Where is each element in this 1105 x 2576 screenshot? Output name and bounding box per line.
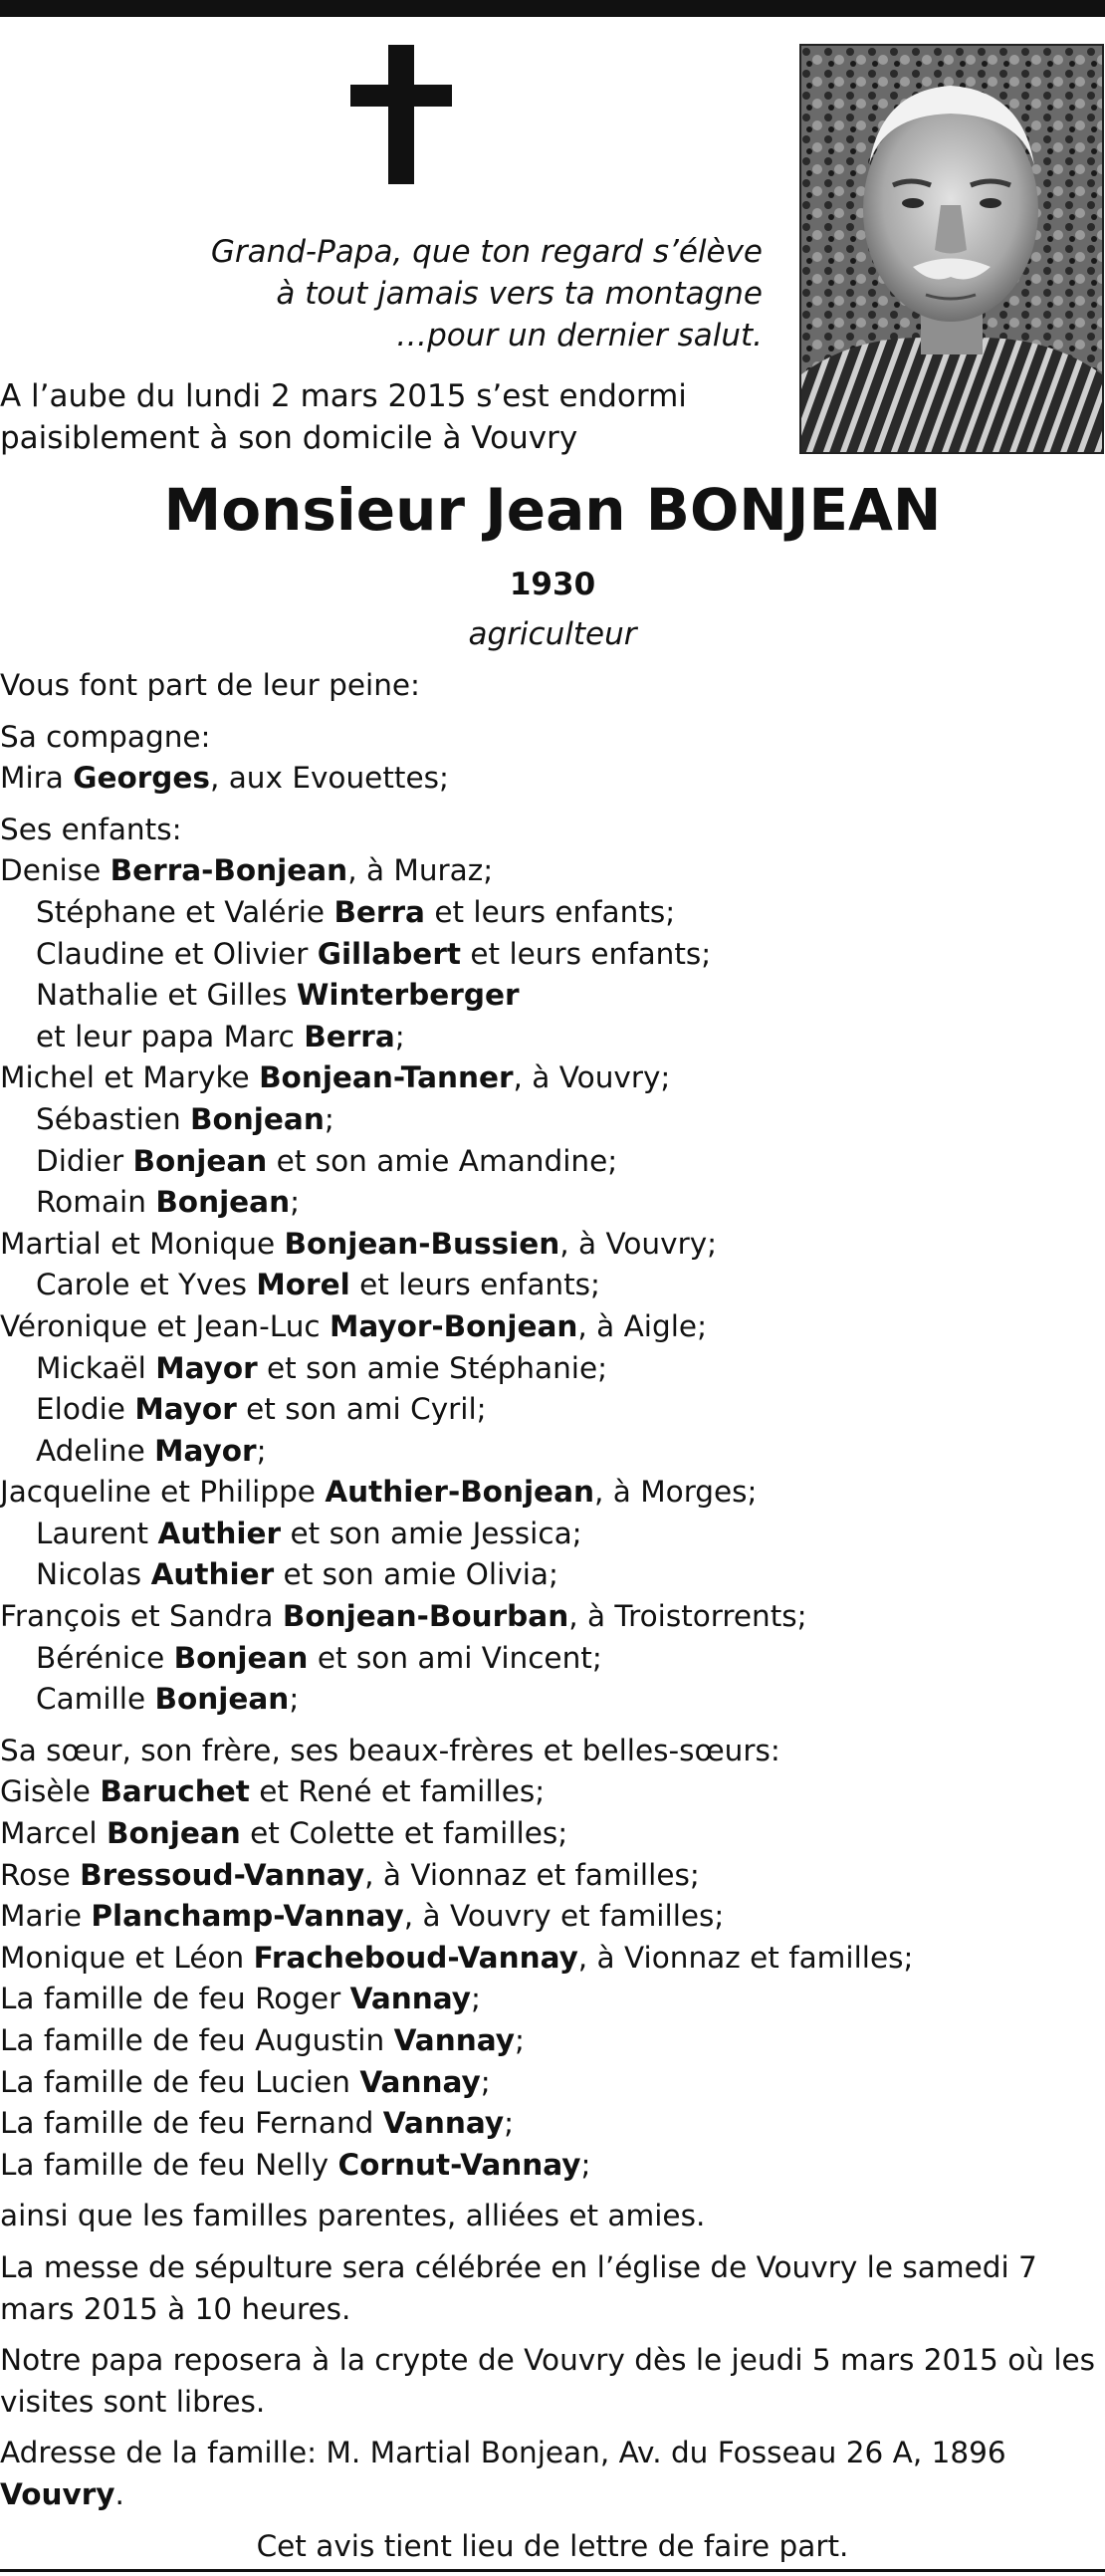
text-segment: Sa compagne: [0,719,211,754]
text-segment: La famille de feu Fernand [0,2106,383,2141]
portrait-photo [799,44,1104,454]
intro-text [0,375,786,459]
text-segment: , à Aigle; [577,1308,708,1343]
notice-line [0,1099,1105,1141]
family-name: Bressoud-Vannay [80,1857,365,1892]
text-segment: et leur papa Marc [36,1019,305,1054]
text-segment: et leurs enfants; [349,1268,600,1302]
text-segment: et leurs enfants; [424,894,676,929]
family-list [0,665,1105,2567]
family-name: Authier [150,1557,275,1592]
text-segment: ainsi que les familles parentes, alliées et amies. [0,2199,706,2233]
poem-line: à tout jamais vers ta montagne [276,276,763,312]
notice-line [0,1224,1105,1266]
family-name: Vannay [359,2064,481,2099]
notice-line [0,1141,1105,1183]
text-segment: et son amie Jessica; [281,1516,582,1550]
notice-line [0,1514,1105,1555]
family-name: Bonjean [132,1143,268,1178]
text-segment: Rose [0,1857,81,1892]
notice-line [0,2196,1105,2237]
text-segment: . [114,2476,124,2511]
text-segment: François et Sandra [0,1599,283,1634]
text-segment: Marcel [0,1816,107,1851]
text-segment: Notre papa reposera à la crypte de Vouvry dès le jeudi 5 mars 2015 où les visites sont libres. [0,2343,1096,2419]
text-segment: Nicolas [36,1557,151,1592]
notice-line [0,1348,1105,1390]
text-segment: Véronique et Jean-Luc [0,1308,330,1343]
notice-line [0,810,1105,851]
family-name: Vannay [349,1982,472,2016]
text-segment: , à Vouvry; [559,1226,718,1261]
text-segment: ; [514,2023,525,2057]
text-segment: Martial et Monique [0,1226,285,1261]
notice-line [0,1979,1105,2020]
notice-line [0,975,1105,1017]
family-name: Winterberger [296,978,520,1013]
text-segment: Laurent [36,1516,158,1550]
text-segment: ; [256,1433,267,1468]
text-segment: Elodie [36,1392,135,1427]
birth-year: 1930 [509,567,596,602]
text-segment: Didier [36,1143,133,1178]
text-segment: La famille de feu Lucien [0,2064,360,2099]
text-segment: ; [394,1019,405,1054]
text-segment: Ses enfants: [0,812,182,846]
notice-line [0,1813,1105,1855]
text-segment: ; [504,2106,515,2141]
text-segment: Jacqueline et Philippe [0,1475,326,1510]
family-name: Bonjean-Bussien [284,1226,560,1261]
cross-icon [350,45,452,184]
text-segment: , à Morges; [593,1475,758,1510]
text-segment: La famille de feu Roger [0,1982,350,2016]
notice-line [0,1896,1105,1938]
notice-line [0,1771,1105,1813]
text-segment: , à Troistorrents; [568,1599,807,1634]
text-segment: et son ami Vincent; [308,1640,602,1675]
text-segment: Bérénice [36,1640,174,1675]
family-name: Gillabert [317,936,461,971]
notice-line [0,1731,1105,1772]
text-segment: Romain [36,1185,156,1220]
text-segment: Camille [36,1682,155,1717]
text-segment: , à Muraz; [347,853,494,888]
family-name: Mayor [154,1433,257,1468]
family-name: Bonjean-Bourban [282,1599,569,1634]
family-name: Bonjean [173,1640,309,1675]
notice-line [0,1596,1105,1638]
poem-line: …pour un dernier salut. [396,318,763,353]
text-segment: Nathalie et Gilles [36,978,297,1013]
deceased-name: Monsieur Jean BONJEAN [163,476,942,544]
family-name: Vannay [393,2023,515,2057]
text-segment: ; [289,1682,300,1717]
text-segment: Stéphane et Valérie [36,894,334,929]
notice-line [0,1265,1105,1306]
family-name: Bonjean [190,1101,325,1136]
family-name: Bonjean [106,1816,241,1851]
text-segment: Denise [0,853,110,888]
family-name: Berra [333,894,425,929]
text-segment: , à Vouvry; [513,1060,671,1095]
text-segment: Monique et Léon [0,1940,254,1975]
notice-line [0,1472,1105,1514]
text-segment: ; [324,1101,334,1136]
notice-line [0,1554,1105,1596]
notice-line [0,1306,1105,1348]
text-segment: ; [480,2064,491,2099]
notice-line [0,1679,1105,1721]
text-segment: Mickaël [36,1350,156,1385]
notice-line [0,717,1105,759]
family-name: Authier-Bonjean [325,1475,594,1510]
text-segment: ; [471,1982,481,2016]
notice-line [0,758,1105,800]
top-rule [0,0,1105,17]
notice-line [0,2340,1105,2423]
text-segment: La famille de feu Nelly [0,2147,338,2182]
text-segment: Adresse de la famille: M. Martial Bonjean, Av. du Fosseau 26 A, 1896 [0,2436,1006,2470]
text-segment: Carole et Yves [36,1268,257,1302]
notice-line [0,1182,1105,1224]
text-segment: et son amie Olivia; [274,1557,558,1592]
occupation: agriculteur [468,616,637,652]
notice-line [0,1938,1105,1980]
text-segment: et Colette et familles; [240,1816,568,1851]
notice-line [0,1389,1105,1431]
family-name: Berra-Bonjean [110,853,348,888]
text-segment: Marie [0,1899,92,1934]
text-segment: et son ami Cyril; [236,1392,487,1427]
text-segment: , à Vionnaz et familles; [364,1857,700,1892]
text-segment: ; [290,1185,301,1220]
notice-line [0,2020,1105,2062]
text-segment: Vous font part de leur peine: [0,668,420,702]
family-name: Fracheboud-Vannay [253,1940,578,1975]
text-segment: La messe de sépulture sera célébrée en l’église de Vouvry le samedi 7 mars 2015 à 10 heures. [0,2249,1037,2326]
text-segment: La famille de feu Augustin [0,2023,394,2057]
family-name: Bonjean-Tanner [259,1060,514,1095]
family-name: Mayor [134,1392,237,1427]
family-name: Georges [73,761,210,796]
intro-line: paisiblement à son domicile à Vouvry [0,420,578,456]
notice-line [0,2062,1105,2104]
family-name: Morel [256,1268,350,1302]
notice-line [0,850,1105,892]
text-segment: Sa sœur, son frère, ses beaux-frères et belles-sœurs: [0,1733,780,1767]
family-name: Cornut-Vannay [337,2147,581,2182]
text-segment: Mira [0,761,74,796]
text-segment: et son amie Amandine; [267,1143,618,1178]
bottom-rule [0,2569,1105,2572]
text-segment: , à Vouvry et familles; [403,1899,725,1934]
text-segment: Michel et Maryke [0,1060,260,1095]
family-name: Planchamp-Vannay [91,1899,404,1934]
text-segment: et son amie Stéphanie; [257,1350,608,1385]
text-segment: Gisèle [0,1774,101,1809]
notice-line [0,1057,1105,1099]
family-name: Mayor-Bonjean [329,1308,578,1343]
notice-line [0,892,1105,934]
notice-line [0,934,1105,976]
notice-line [0,2103,1105,2145]
intro-line: A l’aube du lundi 2 mars 2015 s’est endormi [0,378,687,414]
notice-line [0,2526,1105,2568]
text-segment: et leurs enfants; [460,936,712,971]
family-name: Bonjean [154,1682,290,1717]
family-name: Authier [157,1516,282,1550]
family-name: Baruchet [100,1774,250,1809]
text-segment: Claudine et Olivier [36,936,318,971]
family-name: Berra [304,1019,395,1054]
poem-line: Grand-Papa, que ton regard s’élève [210,234,763,270]
poem-epigraph [179,231,763,356]
notice-line [0,1855,1105,1897]
family-name: Vannay [382,2106,505,2141]
text-segment: et René et familles; [249,1774,546,1809]
notice-line [0,1017,1105,1058]
notice-line [0,2145,1105,2187]
notice-line [0,2433,1105,2515]
notice-line [0,665,1105,707]
text-segment: Adeline [36,1433,155,1468]
notice-line [0,1638,1105,1680]
text-segment: , aux Evouettes; [209,761,449,796]
family-name: Bonjean [155,1185,291,1220]
notice-line [0,1431,1105,1473]
family-name: Vouvry [0,2476,115,2511]
text-segment: Cet avis tient lieu de lettre de faire part. [256,2528,849,2563]
family-name: Mayor [155,1350,258,1385]
notice-line [0,2247,1105,2330]
text-segment: Sébastien [36,1101,191,1136]
text-segment: , à Vionnaz et familles; [577,1940,914,1975]
text-segment: ; [580,2147,591,2182]
